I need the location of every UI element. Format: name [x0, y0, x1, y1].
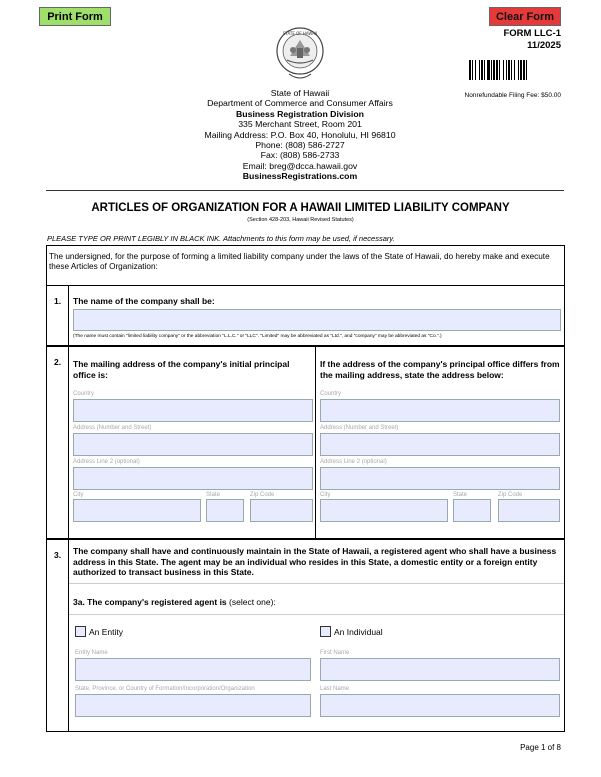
- agency-phone: Phone: (808) 586-2727: [255, 140, 345, 151]
- section-3a-bold: 3a. The company's registered agent is: [73, 597, 227, 607]
- mailing-address-heading: The mailing address of the company's initial principal office is:: [73, 359, 290, 380]
- field-label: Country: [320, 391, 342, 397]
- column-divider: [315, 347, 316, 538]
- mailing-address2-input[interactable]: [73, 467, 313, 490]
- field-label: Country: [73, 391, 95, 397]
- document-subtitle: (Section 428-203, Hawaii Revised Statutes): [247, 217, 354, 223]
- section-3: [46, 539, 565, 732]
- agency-state: State of Hawaii: [270, 88, 330, 98]
- agency-division: Business Registration Division: [236, 108, 364, 119]
- entity-jurisdiction-input[interactable]: [75, 694, 311, 717]
- section-2: [46, 346, 565, 539]
- entity-checkbox[interactable]: [75, 626, 86, 637]
- section-number: 1.: [47, 286, 69, 345]
- section-number: 2.: [47, 347, 69, 538]
- seal-text: STATE OF HAWAII: [282, 31, 318, 36]
- field-label: State: [206, 492, 221, 498]
- page-number: Page 1 of 8: [520, 743, 561, 752]
- mailing-country-input[interactable]: [73, 399, 313, 422]
- agency-department: Department of Commerce and Consumer Affairs: [207, 98, 393, 109]
- divider: [46, 190, 564, 191]
- field-label: Address Line 2 (optional): [73, 459, 140, 465]
- individual-checkbox[interactable]: [320, 626, 331, 637]
- document-title: ARTICLES OF ORGANIZATION FOR A HAWAII LIMITED LIABILITY COMPANY: [91, 202, 510, 214]
- intro-text: The undersigned, for the purpose of forming a limited liability company under the laws of the State of Hawaii, do hereby make and execute these Articles of Organization:: [49, 252, 550, 271]
- mailing-state-input[interactable]: [206, 499, 244, 522]
- form-date: 11/2025: [527, 40, 561, 51]
- section-number: 3.: [47, 540, 69, 731]
- office-address-input[interactable]: [320, 433, 560, 456]
- field-label: Zip Code: [498, 492, 523, 498]
- field-label: Address (Number and Street): [73, 425, 152, 431]
- section-3a-normal: (select one):: [226, 597, 276, 607]
- mailing-address-input[interactable]: [73, 433, 313, 456]
- agency-website: BusinessRegistrations.com: [242, 171, 358, 182]
- individual-checkbox-label: An Individual: [334, 627, 383, 637]
- first-name-input[interactable]: [320, 658, 560, 681]
- print-form-button[interactable]: Print Form: [39, 7, 111, 26]
- divider: [69, 614, 564, 615]
- field-label: City: [320, 492, 331, 498]
- office-country-input[interactable]: [320, 399, 560, 422]
- field-label: State, Province, or Country of Formation/Incorporation/Organization: [75, 686, 255, 692]
- form-identifier: [503, 28, 561, 52]
- company-name-note: (The name must contain "limited liability company" or the abbreviation "L.L.C." or "LLC". "Limited" may be abbreviated as "Ltd.", and "company" may be abbreviated as "Co.".): [73, 334, 442, 339]
- entity-name-input[interactable]: [75, 658, 311, 681]
- section-3-heading: The company shall have and continuously maintain in the State of Hawaii, a registered agent who shall have a business address in this State. The agent may be an individual who resides in this State, a domestic entity or a foreign entity authorized to transact business in this State.: [73, 546, 557, 577]
- field-label: Address Line 2 (optional): [320, 459, 387, 465]
- state-seal-icon: [275, 26, 325, 86]
- office-city-input[interactable]: [320, 499, 448, 522]
- filing-fee-note: Nonrefundable Filing Fee: $50.00: [464, 92, 561, 99]
- agency-address-block: [150, 88, 450, 182]
- field-label: First Name: [320, 650, 350, 656]
- principal-office-heading: If the address of the company's principal office differs from the mailing address, state the address below:: [320, 359, 560, 380]
- divider: [69, 583, 564, 584]
- barcode-icon: [469, 60, 562, 80]
- last-name-input[interactable]: [320, 694, 560, 717]
- company-name-input[interactable]: [73, 309, 561, 331]
- entity-checkbox-label: An Entity: [89, 627, 124, 637]
- section-1: [46, 285, 565, 346]
- section-1-heading: The name of the company shall be:: [73, 296, 215, 306]
- office-address2-input[interactable]: [320, 467, 560, 490]
- section-3a-heading: [73, 597, 276, 607]
- field-label: Zip Code: [250, 492, 275, 498]
- field-label: City: [73, 492, 84, 498]
- agency-email: Email: breg@dcca.hawaii.gov: [242, 160, 358, 171]
- intro-box: [46, 245, 565, 285]
- agency-fax: Fax: (808) 586-2733: [260, 150, 340, 161]
- clear-form-button[interactable]: Clear Form: [489, 7, 561, 26]
- field-label: Entity Name: [75, 650, 108, 656]
- mailing-zip-input[interactable]: [250, 499, 313, 522]
- mailing-city-input[interactable]: [73, 499, 201, 522]
- field-label: Address (Number and Street): [320, 425, 399, 431]
- instructions: PLEASE TYPE OR PRINT LEGIBLY IN BLACK INK. Attachments to this form may be used, if necessary.: [47, 234, 395, 243]
- field-label: State: [453, 492, 468, 498]
- agency-street: 335 Merchant Street, Room 201: [238, 119, 362, 130]
- office-state-input[interactable]: [453, 499, 491, 522]
- field-label: Last Name: [320, 686, 350, 692]
- agency-mailing: Mailing Address: P.O. Box 40, Honolulu, HI 96810: [204, 129, 396, 140]
- form-code: FORM LLC-1: [503, 28, 561, 39]
- office-zip-input[interactable]: [498, 499, 560, 522]
